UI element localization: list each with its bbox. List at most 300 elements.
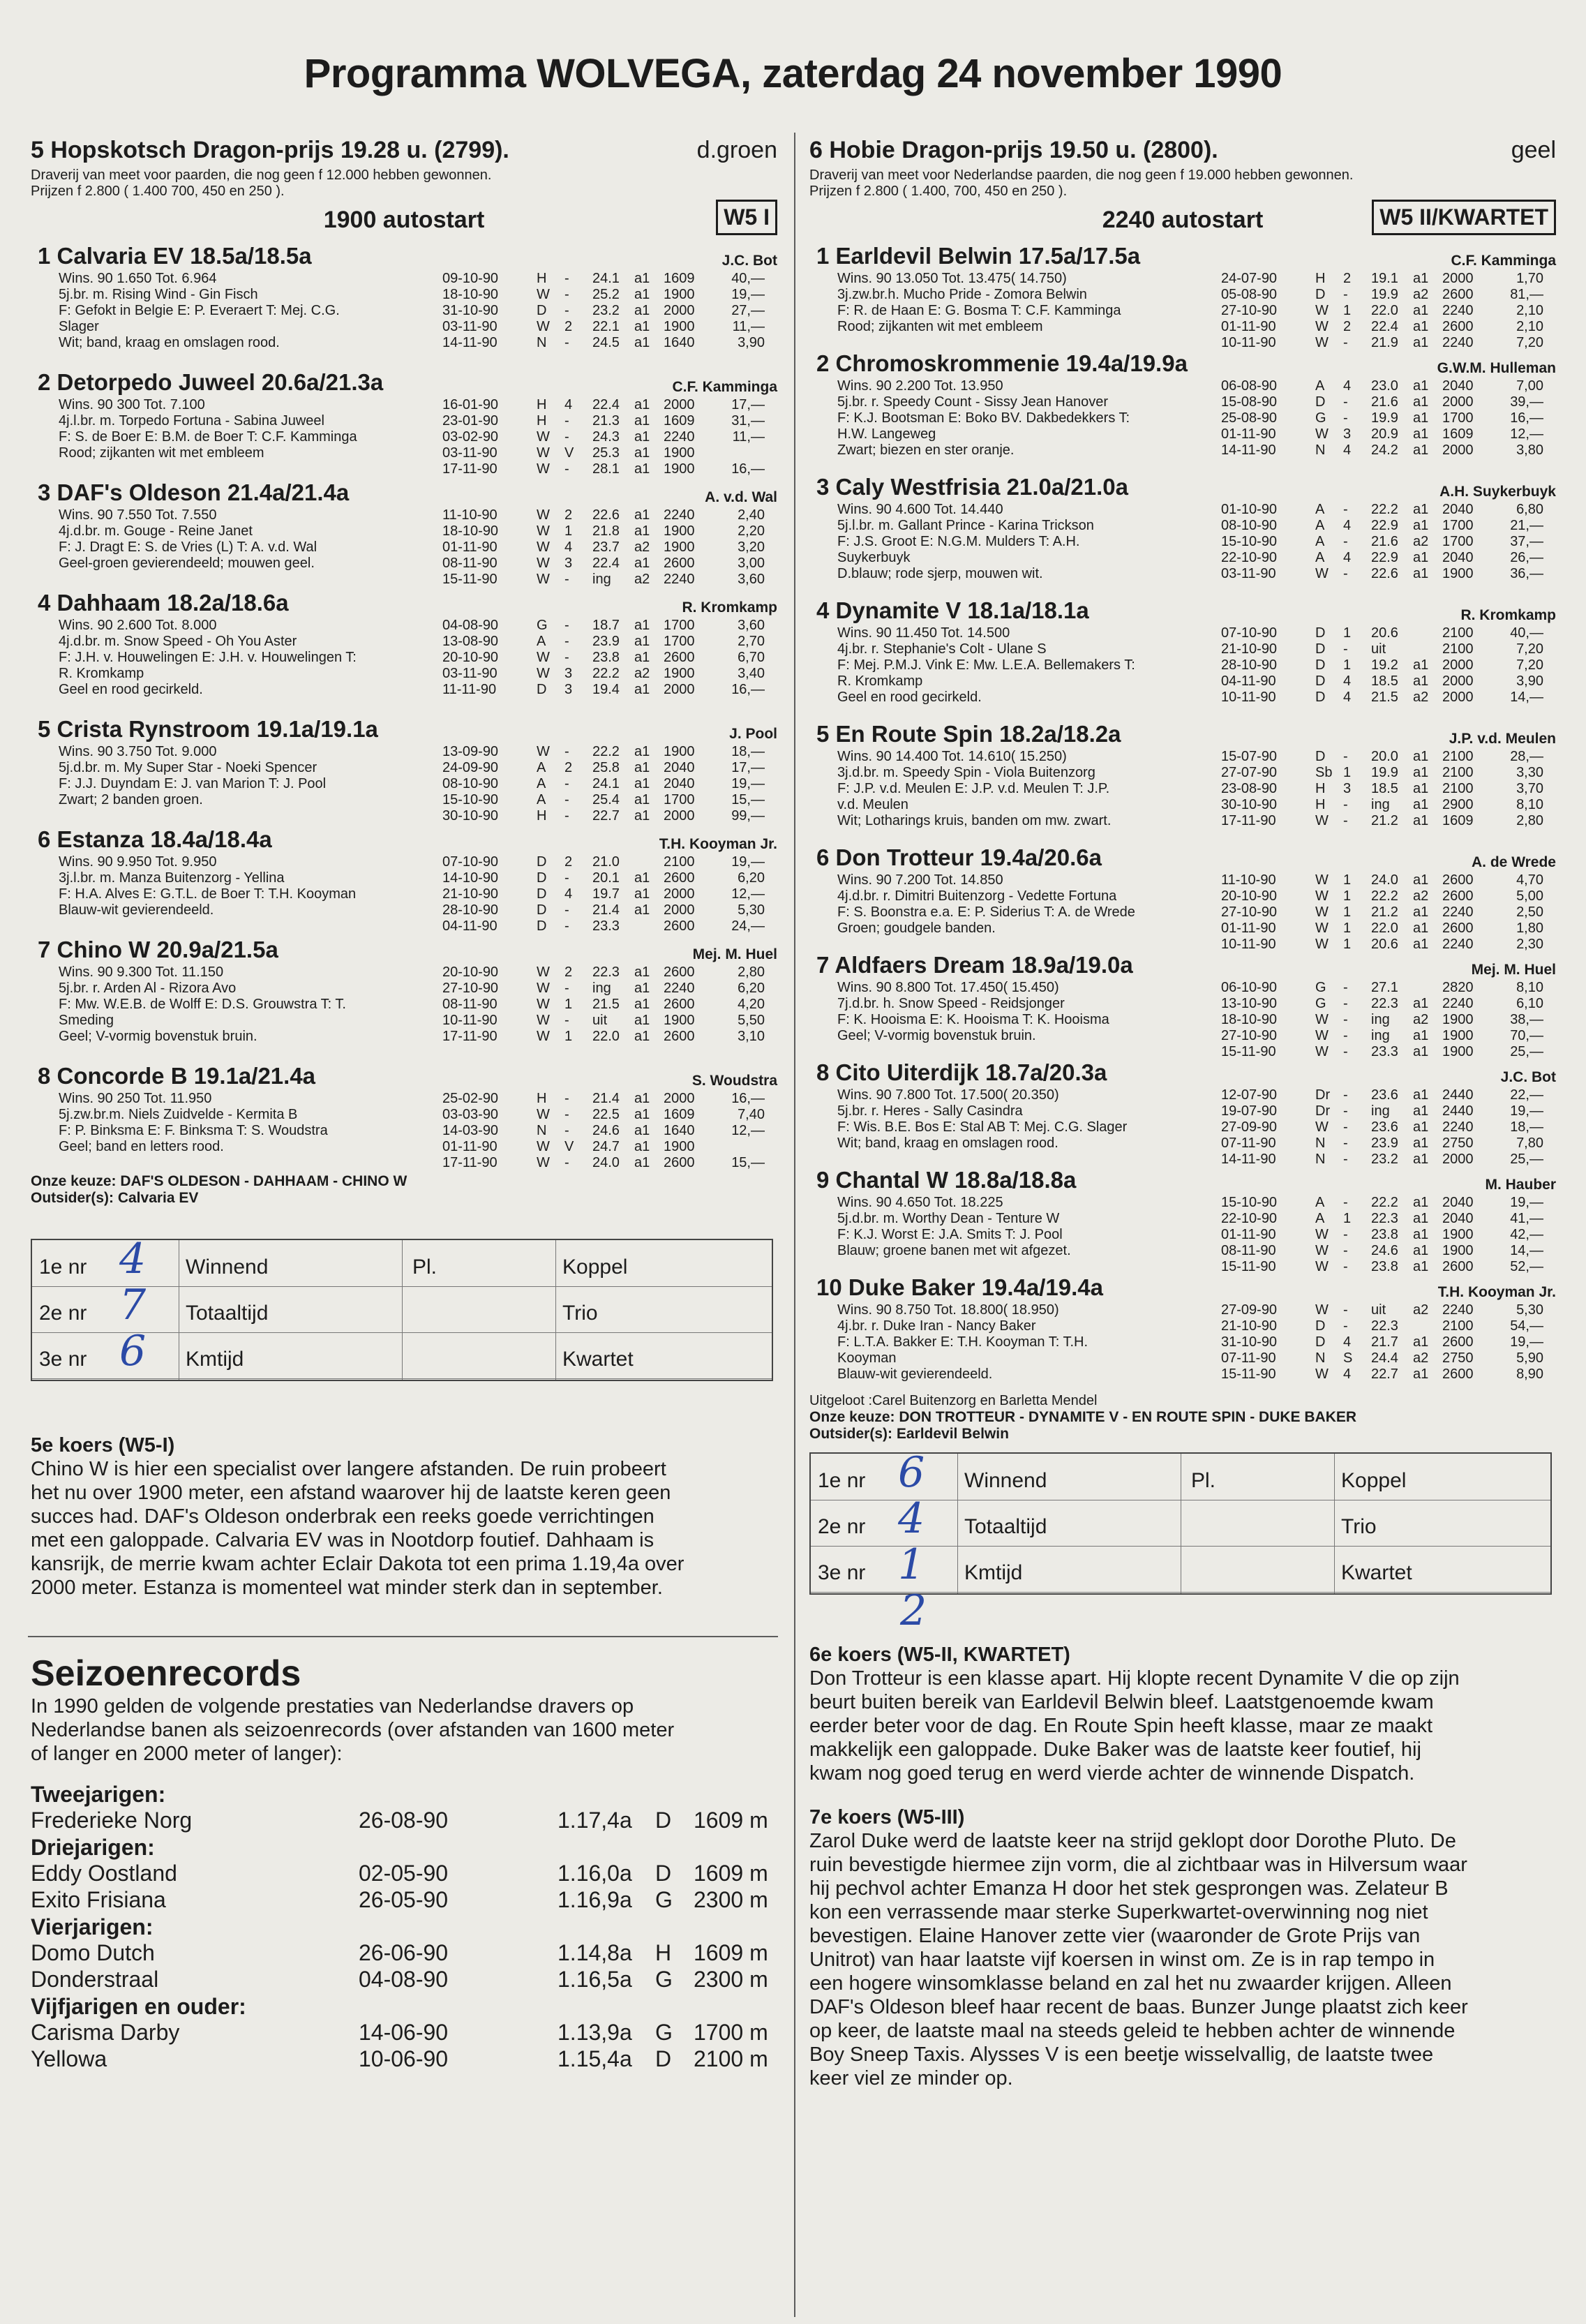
record-cell: H	[655, 1940, 672, 1965]
run-cell: D	[1315, 394, 1326, 410]
run-cell: 4	[564, 539, 573, 555]
run-row	[442, 461, 779, 477]
horse-info-line: F: J.H. v. Houwelingen E: J.H. v. Houwelingen T:	[59, 650, 357, 665]
run-cell: 16,—	[731, 1091, 765, 1106]
section-divider	[28, 1636, 778, 1637]
run-cell: 21.8	[592, 523, 620, 539]
run-cell: 2240	[664, 429, 695, 445]
run-cell: 27-09-90	[1221, 1302, 1278, 1318]
run-cell: 23.8	[1371, 1259, 1398, 1274]
run-cell: G	[1315, 410, 1326, 426]
run-cell: 08-10-90	[442, 776, 499, 791]
horse-info-line: 3j.l.br. m. Manza Buitenzorg - Yellina	[59, 870, 285, 886]
horse-info-line: 3j.d.br. m. Speedy Spin - Viola Buitenzorg	[837, 765, 1095, 780]
run-cell: -	[564, 870, 569, 886]
run-cell: 2,10	[1516, 303, 1543, 318]
run-cell: 6,20	[738, 981, 765, 996]
run-cell: 2000	[664, 397, 695, 412]
race6-bet-code: W5 II/KWARTET	[1372, 200, 1556, 235]
run-row	[1221, 303, 1557, 319]
run-cell: -	[1343, 1152, 1348, 1167]
run-cell: 23.8	[592, 650, 620, 665]
run-cell: 2	[1343, 319, 1352, 334]
run-cell: 24.3	[592, 429, 620, 445]
run-cell: 22.2	[592, 744, 620, 759]
run-cell: a1	[634, 634, 650, 649]
run-cell: 2600	[1442, 319, 1474, 334]
horse-info	[809, 625, 1228, 706]
record-cell: 02-05-90	[359, 1861, 449, 1886]
run-cell: 1900	[1442, 1012, 1474, 1027]
run-cell: 14-11-90	[1221, 442, 1276, 458]
run-cell: 21.4	[592, 1091, 620, 1106]
run-row	[1221, 1087, 1557, 1103]
horse-info-line: F: J.J. Duyndam E: J. van Marion T: J. Pool	[59, 776, 327, 791]
run-cell: 18-10-90	[1221, 1012, 1278, 1027]
horse-info-line: Zwart; biezen en ster oranje.	[837, 442, 1015, 458]
run-cell: A	[537, 776, 546, 791]
run-cell: 21.2	[1371, 904, 1398, 920]
run-cell: 2600	[664, 870, 695, 886]
horse-info	[31, 618, 449, 698]
run-cell: 15-07-90	[1221, 749, 1278, 764]
run-row	[1221, 1227, 1557, 1243]
run-cell: 27-10-90	[442, 981, 499, 996]
horse-info-line: Blauw-wit gevierendeeld.	[837, 1366, 993, 1382]
horse-info-line: 4j.l.br. m. Torpedo Fortuna - Sabina Juweel	[59, 413, 324, 429]
horse-info-line: D.blauw; rode sjerp, mouwen wit.	[837, 566, 1043, 581]
run-cell: a1	[1413, 749, 1429, 764]
run-cell: W	[1315, 921, 1329, 936]
run-cell: 04-11-90	[442, 918, 498, 934]
run-cell: 2600	[664, 918, 695, 934]
run-cell: a1	[634, 1013, 650, 1028]
run-cell: 3,00	[738, 556, 765, 571]
horse-info-line: 5j.d.br. m. Worthy Dean - Tenture W	[837, 1211, 1060, 1226]
horse-body	[809, 872, 1556, 952]
run-cell: 2100	[1442, 625, 1474, 641]
run-cell: 1	[1343, 765, 1352, 780]
run-cell: a1	[1413, 518, 1429, 533]
run-cell: 1	[564, 997, 573, 1012]
run-cell: -	[1343, 1302, 1348, 1318]
run-cell: 22.7	[1371, 1366, 1398, 1382]
run-cell: 1900	[664, 445, 695, 461]
run-row	[1221, 566, 1557, 582]
run-cell: A	[1315, 378, 1325, 394]
run-cell: 22.6	[1371, 566, 1398, 581]
run-cell: W	[537, 981, 550, 996]
record-cell: Carisma Darby	[31, 2020, 180, 2045]
result-number-label: 2e nr	[818, 1515, 866, 1538]
run-cell: 13-10-90	[1221, 996, 1278, 1011]
run-cell: 19.9	[1371, 765, 1398, 780]
run-cell: 22.0	[592, 1029, 620, 1044]
run-cell: W	[537, 461, 550, 477]
run-cell: 23.6	[1371, 1119, 1398, 1135]
run-cell: a2	[634, 572, 650, 587]
run-cell: 23.9	[592, 634, 620, 649]
run-cell: 19.9	[1371, 410, 1398, 426]
commentary-line: met een galoppade. Calvaria EV was in Nootdorp foutief. Dahhaam is	[31, 1529, 654, 1551]
run-cell: 7,20	[1516, 641, 1543, 657]
run-row	[442, 507, 779, 523]
run-cell: 19,—	[1510, 1195, 1543, 1210]
run-cell: -	[1343, 566, 1348, 581]
run-cell: 4	[564, 397, 573, 412]
race6-start: 2240 autostart	[1102, 207, 1264, 233]
run-cell: 11-11-90	[442, 682, 497, 697]
run-cell: 22.9	[1371, 518, 1398, 533]
run-cell: 1900	[664, 461, 695, 477]
run-cell: W	[1315, 904, 1329, 920]
run-row	[1221, 502, 1557, 518]
run-cell: 22-10-90	[1221, 550, 1278, 565]
run-cell: 5,30	[1516, 1302, 1543, 1318]
run-cell: 12,—	[1510, 426, 1543, 442]
run-cell: W	[537, 539, 550, 555]
run-cell: a1	[634, 445, 650, 461]
run-row	[1221, 319, 1557, 335]
race6-uitgeloot: Uitgeloot :Carel Buitenzorg en Barletta Mendel	[809, 1393, 1098, 1408]
run-cell: uit	[1371, 641, 1386, 657]
run-row	[1221, 813, 1557, 829]
horse-info	[31, 964, 449, 1045]
horse-header	[31, 590, 777, 618]
run-cell: 01-11-90	[1221, 426, 1276, 442]
intro-line: In 1990 gelden de volgende prestaties van Nederlandse dravers op	[31, 1695, 634, 1718]
run-cell: 08-11-90	[442, 556, 498, 571]
run-cell: 24.1	[592, 776, 620, 791]
run-row	[442, 634, 779, 650]
run-cell: W	[537, 445, 550, 461]
run-cell: 24.6	[1371, 1243, 1398, 1258]
horse-body	[31, 854, 777, 934]
run-cell: 2100	[1442, 765, 1474, 780]
run-cell: 6,20	[738, 870, 765, 886]
run-cell: 30-10-90	[442, 808, 499, 824]
run-cell: 2750	[1442, 1350, 1474, 1366]
run-cell: 1900	[1442, 1028, 1474, 1043]
run-cell: 21.7	[1371, 1334, 1398, 1350]
run-cell: 19.2	[1371, 657, 1398, 673]
run-cell: 23.6	[1371, 1087, 1398, 1103]
horse-name: 1 Calvaria EV 18.5a/18.5a	[38, 243, 312, 269]
run-cell: a1	[1413, 1087, 1429, 1103]
run-cell: 25-02-90	[442, 1091, 499, 1106]
run-row	[1221, 690, 1557, 706]
horse-info-line: Wins. 90 9.300 Tot. 11.150	[59, 964, 224, 980]
run-cell: 2240	[1442, 1302, 1474, 1318]
horse-info-line: Wins. 90 2.200 Tot. 13.950	[837, 378, 1003, 394]
run-cell: ing	[1371, 1103, 1390, 1119]
run-cell: a1	[1413, 657, 1429, 673]
run-cell: 21.6	[1371, 394, 1398, 410]
run-cell: 15-10-90	[442, 792, 499, 807]
record-cell: D	[655, 1861, 672, 1886]
commentary-line: Chino W is hier een specialist over langere afstanden. De ruin probeert	[31, 1458, 666, 1480]
run-cell: a1	[1413, 1334, 1429, 1350]
run-cell: D	[1315, 641, 1326, 657]
run-cell: Sb	[1315, 765, 1333, 780]
run-cell: 03-11-90	[442, 445, 498, 461]
horse-body	[31, 271, 777, 351]
result-number-label: 3e nr	[39, 1348, 87, 1371]
race5-color: d.groen	[696, 137, 777, 163]
horse-name: 4 Dynamite V 18.1a/18.1a	[816, 597, 1089, 623]
run-cell: 5,30	[738, 902, 765, 918]
race5-start-row	[31, 200, 777, 240]
run-cell: D	[537, 682, 547, 697]
run-cell: 3,20	[738, 539, 765, 555]
horse-info-line: 4j.br. r. Stephanie's Colt - Ulane S	[837, 641, 1047, 657]
run-cell: 21.5	[592, 997, 620, 1012]
run-cell: 22.0	[1371, 303, 1398, 318]
run-cell: 2000	[664, 808, 695, 824]
horse-entry	[809, 597, 1556, 706]
box-divider	[555, 1240, 556, 1380]
run-cell	[1413, 980, 1442, 996]
horse-trainer: G.W.M. Hulleman	[1437, 360, 1556, 376]
handwritten-number: 6	[898, 1448, 925, 1497]
run-cell: 16-01-90	[442, 397, 499, 412]
run-cell: a1	[1413, 937, 1429, 952]
run-row	[1221, 1350, 1557, 1366]
run-cell: 1900	[664, 1013, 695, 1028]
run-cell: 2000	[1442, 271, 1474, 286]
run-cell: 22.4	[592, 397, 620, 412]
run-cell: -	[1343, 534, 1348, 549]
run-cell: 37,—	[1510, 534, 1543, 549]
run-cell: 21-10-90	[1221, 1318, 1278, 1334]
run-cell: 1900	[1442, 1243, 1474, 1258]
horse-info	[809, 502, 1228, 582]
record-cell: 1700 m	[694, 2020, 768, 2045]
horse-entry	[31, 826, 777, 934]
run-cell: 1700	[1442, 518, 1474, 533]
run-cell: 4	[1343, 550, 1352, 565]
horse-info	[809, 872, 1228, 937]
run-cell: 1900	[664, 744, 695, 759]
run-cell: -	[1343, 394, 1348, 410]
run-cell: 1900	[1442, 1227, 1474, 1242]
run-cell: 2,50	[1516, 904, 1543, 920]
run-cell: D	[537, 918, 547, 934]
run-cell: 4	[1343, 378, 1352, 394]
run-row	[442, 997, 779, 1013]
run-cell: a1	[1413, 566, 1429, 581]
run-cell: a1	[634, 808, 650, 824]
run-cell: 23-01-90	[442, 413, 499, 429]
horse-info-line: Wit; band, kraag en omslagen rood.	[837, 1135, 1058, 1151]
horse-body	[809, 749, 1556, 829]
run-cell: 1	[1343, 625, 1352, 641]
horse-header	[809, 1274, 1556, 1302]
run-cell: W	[537, 964, 550, 980]
run-cell: 1700	[664, 792, 695, 807]
horse-name: 3 Caly Westfrisia 21.0a/21.0a	[816, 474, 1129, 500]
run-cell: D	[537, 902, 547, 918]
run-cell: 8,10	[1516, 980, 1543, 995]
run-cell: 8,10	[1516, 797, 1543, 812]
horse-info-line: Wins. 90 4.650 Tot. 18.225	[837, 1195, 1003, 1210]
run-cell: a1	[1413, 765, 1429, 780]
run-cell: 20-10-90	[442, 650, 499, 665]
run-cell: 21.4	[592, 902, 620, 918]
horse-info-line: 5j.br. m. Rising Wind - Gin Fisch	[59, 287, 258, 302]
horse-info-line: 4j.d.br. r. Dimitri Buitenzorg - Vedette Fortuna	[837, 888, 1117, 904]
horse-trainer: M. Hauber	[1485, 1177, 1556, 1193]
run-cell: 24.0	[592, 1155, 620, 1170]
run-cell: 21.3	[592, 413, 620, 429]
race5-commentary-title: 5e koers (W5-I)	[31, 1434, 175, 1457]
horse-info-line: F: H.A. Alves E: G.T.L. de Boer T: T.H. Kooyman	[59, 886, 357, 902]
run-cell	[1413, 625, 1442, 641]
run-row	[1221, 271, 1557, 287]
run-cell: 7,00	[1516, 378, 1543, 394]
run-row	[442, 1029, 779, 1045]
commentary-line: beurt buiten bereik van Earldevil Belwin bleef. Laatstgenoemde kwam	[809, 1691, 1434, 1713]
run-cell: a1	[634, 650, 650, 665]
horse-info-line: F: Mej. P.M.J. Vink E: Mw. L.E.A. Bellemakers T:	[837, 657, 1135, 673]
box-divider	[402, 1240, 403, 1380]
run-cell: 1900	[664, 666, 695, 681]
record-cell: 2300 m	[694, 1887, 768, 1912]
horse-info-line: Wins. 90 300 Tot. 7.100	[59, 397, 205, 412]
run-cell: 15-10-90	[1221, 534, 1278, 549]
commentary-line: Boy Sneep Taxis. Alysses V is een beetje wisselvallig, de laatste twee	[809, 2043, 1434, 2066]
horse-info-line: Rood; zijkanten wit met embleem	[837, 319, 1043, 334]
run-cell: 03-11-90	[1221, 566, 1276, 581]
run-cell: a1	[634, 744, 650, 759]
race6-commentary-title: 6e koers (W5-II, KWARTET)	[809, 1644, 1070, 1666]
run-cell: -	[1343, 1227, 1348, 1242]
run-cell: 22.2	[592, 666, 620, 681]
run-cell: 1900	[664, 319, 695, 334]
run-cell: a1	[634, 1155, 650, 1170]
run-cell: 08-11-90	[1221, 1243, 1276, 1258]
run-row	[442, 303, 779, 319]
run-cell: 2600	[664, 650, 695, 665]
run-row	[1221, 749, 1557, 765]
run-cell: 24.2	[1371, 442, 1398, 458]
run-cell: a1	[634, 1107, 650, 1122]
run-cell: -	[1343, 410, 1348, 426]
run-row	[1221, 442, 1557, 459]
horse-header	[31, 1063, 777, 1091]
horse-info-line: Wins. 90 13.050 Tot. 13.475( 14.750)	[837, 271, 1067, 286]
run-cell: 21,—	[1510, 518, 1543, 533]
horse-info-line: Wit; Lotharings kruis, banden om mw. zwart.	[837, 813, 1112, 828]
run-cell: a1	[634, 413, 650, 429]
horse-recent-runs	[442, 618, 779, 698]
horse-recent-runs	[442, 1091, 779, 1171]
horse-header	[31, 826, 777, 854]
run-cell: 5,90	[1516, 1350, 1543, 1366]
race5-header	[31, 137, 777, 167]
horse-trainer: Mej. M. Huel	[1471, 962, 1556, 978]
horse-info-line: F: K. Hooisma E: K. Hooisma T: K. Hooisma	[837, 1012, 1109, 1027]
run-cell: W	[537, 650, 550, 665]
horse-body	[31, 618, 777, 698]
horse-name: 8 Cito Uiterdijk 18.7a/20.3a	[816, 1059, 1107, 1085]
run-cell: a2	[1413, 534, 1429, 549]
run-cell: 14-10-90	[442, 870, 499, 886]
run-cell: 24.0	[1371, 872, 1398, 888]
run-cell: 17-11-90	[442, 1155, 498, 1170]
run-cell: D	[1315, 1318, 1326, 1334]
horse-info	[809, 378, 1228, 459]
run-cell: 03-11-90	[442, 319, 498, 334]
run-cell: a1	[1413, 442, 1429, 458]
run-cell: 2240	[1442, 335, 1474, 350]
run-cell: a1	[1413, 335, 1429, 350]
run-cell: W	[1315, 1243, 1329, 1258]
run-cell: 2600	[1442, 1366, 1474, 1382]
run-row	[1221, 550, 1557, 566]
run-row	[442, 870, 779, 886]
horse-info-line: F: Gefokt in Belgie E: P. Everaert T: Mej. C.G.	[59, 303, 340, 318]
horse-name: 7 Aldfaers Dream 18.9a/19.0a	[816, 952, 1133, 978]
run-cell: 1700	[1442, 410, 1474, 426]
run-cell: a1	[634, 618, 650, 633]
horse-info	[809, 749, 1228, 829]
run-cell: H	[537, 271, 547, 286]
race5-bet-code: W5 I	[716, 200, 777, 235]
run-cell: 3,80	[1516, 442, 1543, 458]
horse-info-line: 5j.br. r. Speedy Count - Sissy Jean Hanover	[837, 394, 1108, 410]
run-cell: 1609	[664, 413, 695, 429]
run-cell: 23.3	[1371, 1044, 1398, 1059]
run-cell: 22.0	[1371, 921, 1398, 936]
run-cell: 20-10-90	[442, 964, 499, 980]
run-cell: W	[1315, 426, 1329, 442]
run-cell: W	[537, 744, 550, 759]
horse-info-line: 3j.zw.br.h. Mucho Pride - Zomora Belwin	[837, 287, 1087, 302]
run-cell: a1	[1413, 1366, 1429, 1382]
race6-keuze: Onze keuze: DON TROTTEUR - DYNAMITE V - EN ROUTE SPIN - DUKE BAKER	[809, 1409, 1357, 1425]
run-cell: a1	[634, 319, 650, 334]
run-cell: 24.4	[1371, 1350, 1398, 1366]
horse-name: 8 Concorde B 19.1a/21.4a	[38, 1063, 316, 1089]
result-bet-label: Kwartet	[562, 1348, 634, 1371]
horse-entry	[809, 243, 1556, 350]
run-cell: a1	[1413, 904, 1429, 920]
run-row	[442, 682, 779, 698]
run-row	[442, 918, 779, 934]
run-cell: a1	[1413, 1028, 1429, 1043]
run-cell: 1900	[664, 1139, 695, 1154]
run-cell: 01-11-90	[1221, 921, 1276, 936]
record-category: Vijfjarigen en ouder:	[31, 1994, 246, 2019]
box-divider	[1334, 1454, 1335, 1593]
horse-info-line: Wit; band, kraag en omslagen rood.	[59, 335, 280, 350]
run-cell: a2	[1413, 287, 1429, 302]
run-cell: 14-11-90	[442, 335, 498, 350]
run-cell: a1	[1413, 1195, 1429, 1210]
run-cell: 17,—	[731, 760, 765, 775]
horse-body	[31, 1091, 777, 1170]
run-cell: a1	[634, 429, 650, 445]
run-cell: W	[537, 429, 550, 445]
run-cell: D	[1315, 1334, 1326, 1350]
run-row	[1221, 673, 1557, 690]
commentary-line: makkelijk een galoppade. Duke Baker was de laatste keer foutief, hij	[809, 1738, 1421, 1761]
horse-entry	[31, 243, 777, 351]
run-cell: 4	[1343, 673, 1352, 689]
run-cell: a1	[1413, 1211, 1429, 1226]
run-cell: -	[1343, 1087, 1348, 1103]
